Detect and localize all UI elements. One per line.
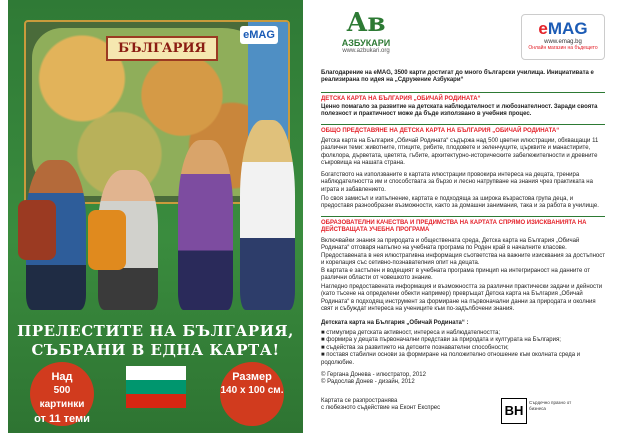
- backpack-icon: [18, 200, 56, 260]
- size-badge: [220, 362, 284, 426]
- paragraph-5: В картата е застъпен и водещият в учебната програма принцип на интегрираност на данните от различни области от човешкото знание.: [321, 268, 590, 282]
- map-title: БЪЛГАРИЯ: [106, 36, 218, 61]
- heading-1: ДЕТСКА КАРТА НА БЪЛГАРИЯ „ОБИЧАЙ РОДИНАТА“: [321, 96, 481, 102]
- heading-1-text: Ценно помагало за развитие на детската наблюдателност и любознателност. Заради своята полезност и практичност може да бъде използвано в учебния процес.: [321, 104, 598, 118]
- children-photo: [8, 120, 303, 320]
- bullet-list: [321, 330, 605, 367]
- emag-url: www.emag.bg: [544, 39, 582, 45]
- flag-stripe-red: [126, 394, 186, 408]
- child-4: [240, 120, 295, 310]
- paragraph-6: Нагледно предоставената информация и възможността за различни практически задачи и дейности (като тъсене на определени обекти например) превръщат Детска карта на България „Обичай Родината“ в подходящ инструмент за формиране на първоначални данни за природата и околния свят и събуждат интереса на учениците към по-задълбочени знания.: [321, 284, 603, 313]
- flag-stripe-green: [126, 380, 186, 394]
- front-cover: [8, 0, 303, 433]
- badge-text-1: Над: [51, 371, 73, 383]
- slogan-line-1: ПРЕЛЕСТИТЕ НА БЪЛГАРИЯ,: [17, 322, 294, 340]
- paragraph-1: Детска карта на България „Обичай Родината“ съдържа над 500 цветни илюстрации, обхващащи 11 различни теми: животните, птиците, рибите, плодовете и зеленчуците, църквите и манастирите, фолклора, дърветата, цветята, гъбите, архитектурно-историческите забележителности и древните съкровища на нашата страна.: [321, 138, 599, 167]
- distribution: [321, 398, 491, 413]
- heading-2: ОБЩО ПРЕДСТАВЯНЕ НА ДЕТСКА КАРТА НА БЪЛГАРИЯ „ОБИЧАЙ РОДИНАТА“: [321, 128, 560, 134]
- child-3: [178, 140, 233, 310]
- paragraph-2: Богатството на използваните в картата илюстрации провокира интереса на децата, тренира наблюдателността им и способствата за бързо и лесно натрупване на знания чрез практиката на играта и забавлението.: [321, 172, 593, 193]
- divider: [321, 92, 605, 93]
- azbukari-logo: [321, 8, 411, 60]
- heading-3: ОБРАЗОВАТЕЛНИ КАЧЕСТВА И ПРЕДИМСТВА НА КАРТАТА СПРЯМО ИЗИСКВАНИЯТА НА ДЕЙСТВАЩАТА УЧЕБНА ПРОГРАМА: [321, 220, 587, 234]
- bh-logo: BH: [501, 398, 527, 424]
- list-item: ■ стимулира детската активност, интереса и наблюдателността;: [321, 330, 501, 336]
- flag-stripe-white: [126, 366, 186, 380]
- size-value: 140 х 100 см.: [220, 385, 284, 396]
- back-cover: [313, 0, 613, 433]
- intro-text: Благодарение на eMAG, 3500 карти достигат до много български училища. Инициативата е реализирана по идея на „Сдружение Азбукари“: [321, 70, 594, 84]
- azbukari-name: АЗБУКАРИ: [341, 38, 391, 48]
- list-item: ■ поставя стабилни основи за формиране на положително отношение към околната среда и родолюбие.: [321, 352, 581, 366]
- azbukari-url: www.azbukari.org: [342, 48, 390, 54]
- bulgarian-flag-icon: [126, 366, 186, 408]
- slogan: [8, 322, 303, 360]
- distribution-line-2: с любезното съдействие на Еконт Експрес: [321, 405, 441, 412]
- paragraph-4: Включвайки знания за природата и обществената среда, Детска карта на България „Обичай Родината“ отговаря напълно на учебната програма по Роден край в началните класове. Предоставената в нея илюстративна информация съответства на важните изисквания за достъпност и корелация със сетивно-познавателния опит на децата.: [321, 238, 605, 267]
- distribution-line-1: Картата се разпространява: [321, 398, 398, 404]
- list-item: ■ формира у децата първоначални представи за природата и културата на България;: [321, 337, 561, 344]
- credits: [321, 372, 605, 387]
- bh-logo-text: Сърдечно празно от бизнеса: [529, 400, 572, 411]
- emag-tagline: Онлайн магазин на бъдещето: [528, 45, 598, 51]
- emag-logo-small: eMAG: [240, 26, 278, 44]
- credit-illustrator: © Гергана Донева - илюстратор, 2012: [321, 372, 426, 378]
- badge-text-3: от 11 теми: [34, 413, 90, 425]
- emag-logo: [521, 14, 605, 60]
- slogan-line-2: СЪБРАНИ В ЕДНА КАРТА!: [31, 341, 280, 359]
- heading-4: Детската карта на България „Обичай Родината“ :: [321, 320, 469, 326]
- paragraph-3: По своя замисъл и изпълнение, картата е подходяща за широка възрастова група деца, и предоставя разнообразни възможности, както за домашни занимания, така и за работа в училище.: [321, 196, 599, 210]
- divider: [321, 124, 605, 125]
- backpack-icon: [88, 210, 126, 270]
- pictures-count-badge: [30, 362, 94, 426]
- emag-wordmark: eMAG: [538, 19, 588, 38]
- list-item: ■ съдейства за развитието на детските познавателни способности;: [321, 344, 509, 351]
- size-label: Размер: [232, 371, 272, 383]
- credit-design: © Радослав Донев - дизайн, 2012: [321, 379, 415, 386]
- divider: [321, 216, 605, 217]
- badge-text-2: 500 картинки: [39, 385, 85, 410]
- azbukari-mark: Ав: [346, 8, 386, 38]
